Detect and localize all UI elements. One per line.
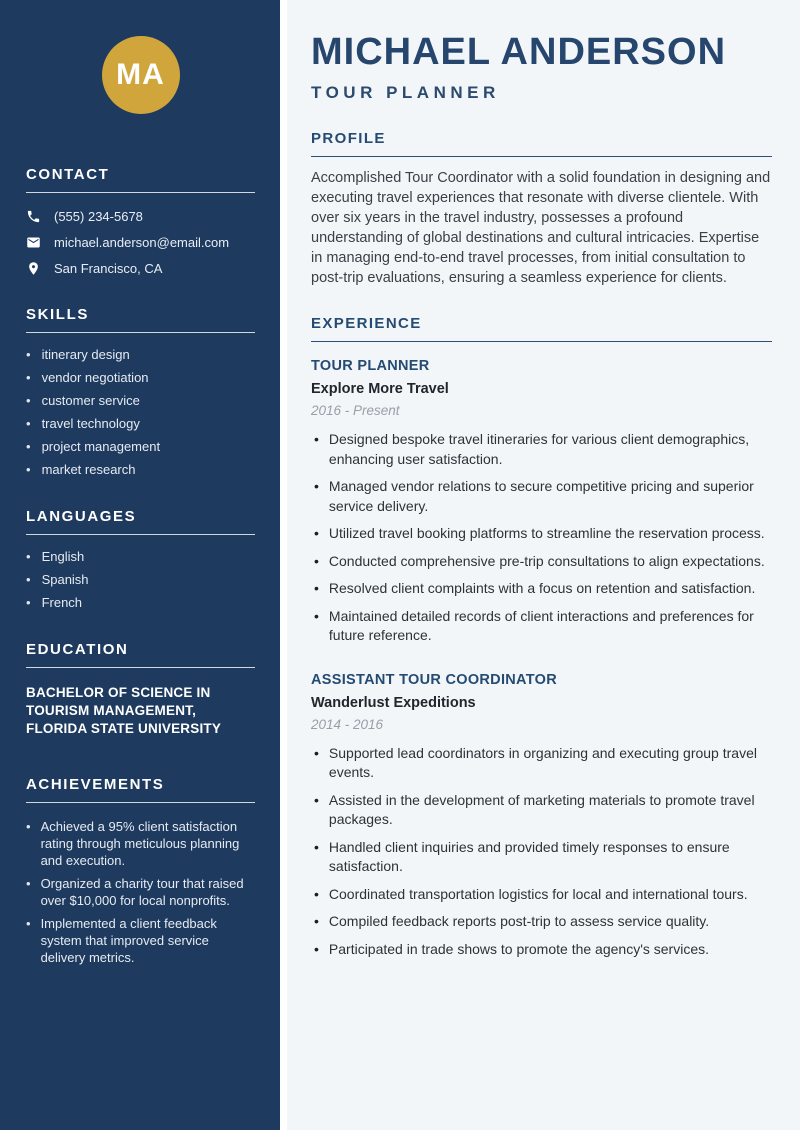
job-entry [311,358,772,646]
experience-title: EXPERIENCE [311,315,772,342]
skill-item [26,347,255,363]
phone-icon [26,209,41,224]
skills-list [26,347,255,478]
job-bullet [311,791,772,830]
language-item [26,595,255,611]
bullet-dot-icon: • [314,791,319,808]
bullet-dot-icon: • [26,439,31,454]
contact-row-email [26,235,255,250]
languages-section [26,508,255,611]
job-bullet [311,607,772,646]
skill-item [26,370,255,386]
location-value: San Francisco, CA [54,261,163,276]
job-bullet [311,524,772,544]
job-bullet [311,912,772,932]
language-label: English [41,549,85,564]
job-bullets [311,744,772,960]
skills-title: SKILLS [26,306,255,333]
job-bullet-text: Resolved client complaints with a focus on retention and satisfaction. [328,580,756,596]
bullet-dot-icon: • [26,347,31,362]
skill-label: vendor negotiation [41,370,149,385]
language-label: Spanish [41,572,89,587]
skill-item [26,416,255,432]
bullet-dot-icon: • [314,940,319,957]
achievement-text: Achieved a 95% client satisfaction rating through meticulous planning and execution. [40,819,240,868]
language-label: French [41,595,83,610]
achievement-text: Organized a charity tour that raised over $10,000 for local nonprofits. [40,876,244,908]
main-content [287,0,800,1130]
job-bullet [311,477,772,516]
education-section [26,641,255,738]
job-company: Explore More Travel [311,381,449,397]
skill-label: travel technology [41,416,140,431]
job-bullet-text: Assisted in the development of marketing materials to promote travel packages. [328,791,755,827]
bullet-dot-icon: • [314,607,319,624]
job-title: ASSISTANT TOUR COORDINATOR [311,671,557,688]
contact-row-phone [26,209,255,224]
achievement-item [26,915,255,966]
languages-title: LANGUAGES [26,508,255,535]
sidebar-divider [280,0,287,1130]
job-dates: 2014 - 2016 [311,716,384,732]
sidebar [0,0,280,1130]
bullet-dot-icon: • [26,819,31,834]
skill-label: project management [41,439,161,454]
profile-text: Accomplished Tour Coordinator with a solid foundation in designing and executing travel experiences that resonate with diverse clientele. With over six years in the travel industry, possesses a profound understanding of global destinations and cultural intricacies. Expertise in managing end-to-end travel processes, from initial consultation to post-trip evaluations, ensuring a seamless experience for clients. [311,170,771,286]
profile-title: PROFILE [311,130,772,157]
job-title: TOUR PLANNER [311,358,430,374]
skill-label: market research [41,462,136,477]
location-icon [26,261,41,276]
avatar-wrap [26,36,255,114]
contact-title: CONTACT [26,166,255,193]
bullet-dot-icon: • [314,431,319,447]
bullet-dot-icon: • [26,462,31,477]
skill-label: itinerary design [41,347,130,362]
achievements-list [26,818,255,966]
role-subtitle: TOUR PLANNER [311,83,500,102]
job-bullet [311,744,772,783]
page-title: MICHAEL ANDERSON [311,31,727,73]
skill-item [26,462,255,478]
bullet-dot-icon: • [314,580,319,596]
profile-section [311,130,772,288]
achievements-title: ACHIEVEMENTS [26,776,255,803]
job-bullet-text: Participated in trade shows to promote the agency's services. [328,940,709,957]
avatar [102,36,180,114]
job-bullet-text: Coordinated transportation logistics for local and international tours. [328,885,748,902]
bullet-dot-icon: • [26,370,31,385]
skill-label: customer service [41,393,140,408]
bullet-dot-icon: • [314,838,319,855]
job-bullet [311,940,772,960]
experience-section [311,315,772,959]
job-bullet [311,838,772,877]
bullet-dot-icon: • [26,416,31,431]
job-bullet-text: Compiled feedback reports post-trip to assess service quality. [328,913,710,929]
email-value: michael.anderson@email.com [54,235,230,250]
bullet-dot-icon: • [26,595,31,610]
bullet-dot-icon: • [26,549,31,564]
job-bullet [311,552,772,572]
education-degree: BACHELOR OF SCIENCE IN TOURISM MANAGEMENT, FLORIDA STATE UNIVERSITY [26,685,222,736]
language-item [26,572,255,588]
job-dates: 2016 - Present [311,403,400,418]
achievements-section [26,776,255,966]
job-bullet-text: Designed bespoke travel itineraries for various client demographics, enhancing user satisfaction. [328,431,750,467]
contact-row-location [26,261,255,276]
contact-section [26,166,255,276]
contact-list [26,209,255,276]
job-bullet-text: Managed vendor relations to secure competitive pricing and superior service delivery. [328,478,754,514]
job-bullet [311,430,772,469]
bullet-dot-icon: • [314,552,319,569]
bullet-dot-icon: • [26,572,31,587]
bullet-dot-icon: • [314,913,319,929]
skill-item [26,439,255,455]
job-bullet-text: Maintained detailed records of client interactions and preferences for future reference. [328,607,754,643]
phone-value: (555) 234-5678 [54,209,143,224]
bullet-dot-icon: • [26,393,31,408]
achievement-item [26,818,255,869]
bullet-dot-icon: • [26,916,31,931]
job-entry [311,672,772,960]
job-bullet-text: Utilized travel booking platforms to streamline the reservation process. [328,525,765,541]
job-bullet-text: Conducted comprehensive pre-trip consultations to align expectations. [328,552,765,569]
job-bullet [311,885,772,905]
job-bullet [311,579,772,599]
bullet-dot-icon: • [314,478,319,494]
achievement-text: Implemented a client feedback system that improved service delivery metrics. [40,916,217,965]
avatar-initials: MA [116,58,165,91]
education-title: EDUCATION [26,641,255,668]
bullet-dot-icon: • [26,876,31,891]
skill-item [26,393,255,409]
bullet-dot-icon: • [314,885,319,902]
bullet-dot-icon: • [314,525,319,541]
languages-list [26,549,255,611]
achievement-item [26,875,255,909]
bullet-dot-icon: • [314,744,319,761]
job-bullet-text: Supported lead coordinators in organizing and executing group travel events. [328,744,757,780]
skills-section [26,306,255,478]
job-bullets [311,430,772,646]
job-company: Wanderlust Expeditions [311,694,476,711]
job-bullet-text: Handled client inquiries and provided timely responses to ensure satisfaction. [328,838,730,874]
email-icon [26,235,41,250]
language-item [26,549,255,565]
